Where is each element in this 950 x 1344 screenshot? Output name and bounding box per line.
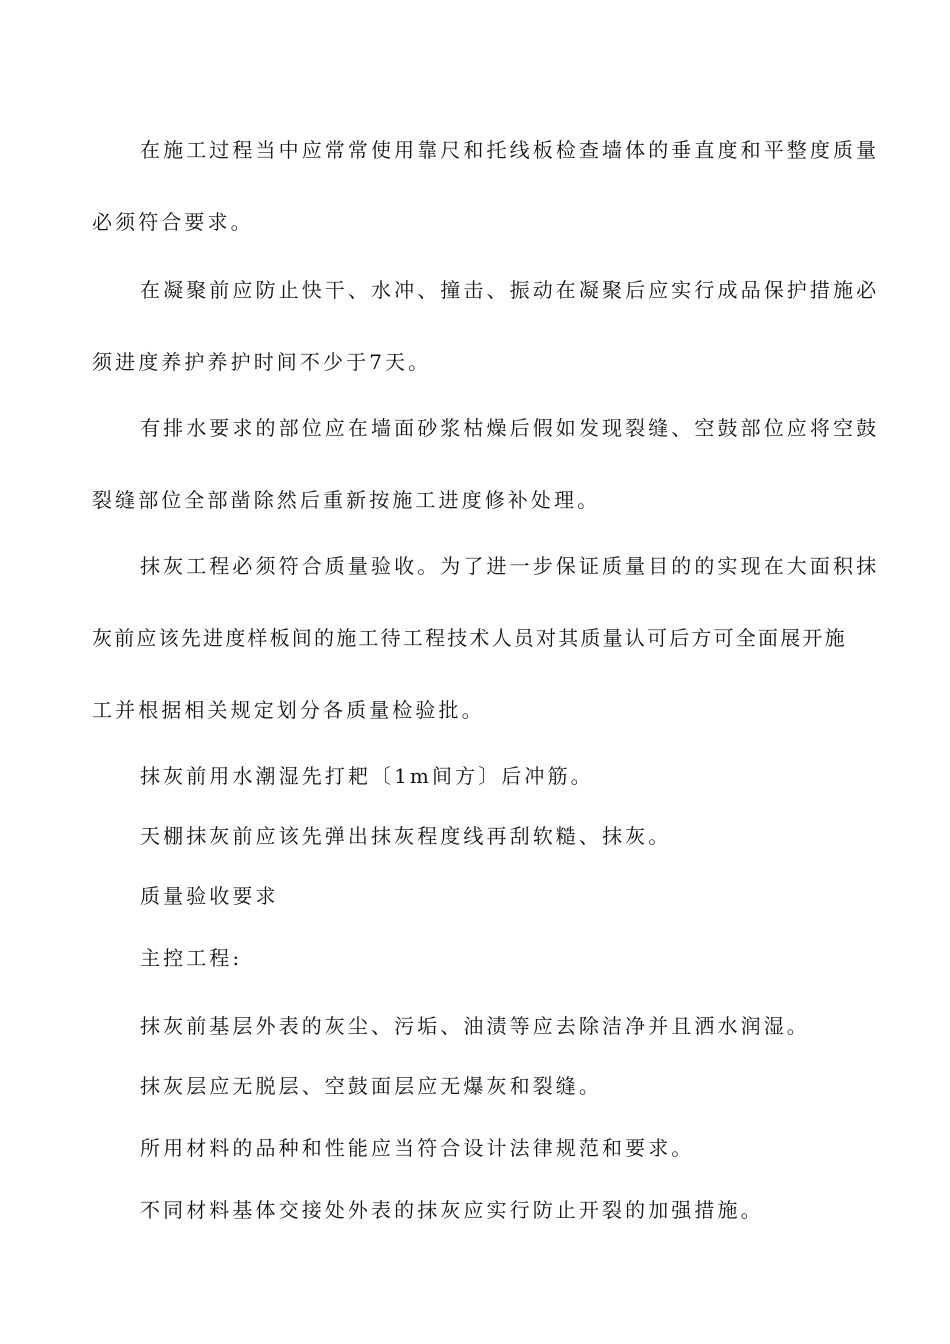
paragraph-line: 抹灰前用水潮湿先打耙〔1m间方〕后冲筋。	[140, 764, 594, 788]
paragraph-line: 灰前应该先进度样板间的施工待工程技术人员对其质量认可后方可全面展开施	[92, 626, 847, 650]
paragraph-line: 抹灰工程必须符合质量验收。为了进一步保证质量目的的实现在大面积抹	[140, 554, 880, 578]
paragraph-line: 须进度养护养护时间不少于7天。	[92, 350, 432, 374]
paragraph-line: 不同材料基体交接处外表的抹灰应实行防止开裂的加强措施。	[140, 1198, 764, 1222]
paragraph-line: 在凝聚前应防止快干、水冲、撞击、振动在凝聚后应实行成品保护措施必	[140, 278, 880, 302]
paragraph-line: 工并根据相关规定划分各质量检验批。	[92, 698, 485, 722]
subsection-heading: 主控工程:	[140, 946, 243, 970]
paragraph-line: 所用材料的品种和性能应当符合设计法律规范和要求。	[140, 1136, 695, 1160]
paragraph-line: 在施工过程当中应常常使用靠尺和托线板检查墙体的垂直度和平整度质量	[140, 138, 880, 162]
paragraph-line: 抹灰前基层外表的灰尘、污垢、油渍等应去除洁净并且洒水润湿。	[140, 1014, 810, 1038]
paragraph-line: 天棚抹灰前应该先弹出抹灰程度线再刮软糙、抹灰。	[140, 824, 672, 848]
paragraph-line: 有排水要求的部位应在墙面砂浆枯燥后假如发现裂缝、空鼓部位应将空鼓	[140, 416, 880, 440]
paragraph-line: 裂缝部位全部凿除然后重新按施工进度修补处理。	[92, 488, 601, 512]
section-heading: 质量验收要求	[140, 884, 279, 908]
paragraph-line: 抹灰层应无脱层、空鼓面层应无爆灰和裂缝。	[140, 1074, 602, 1098]
paragraph-line: 必须符合要求。	[92, 210, 254, 234]
